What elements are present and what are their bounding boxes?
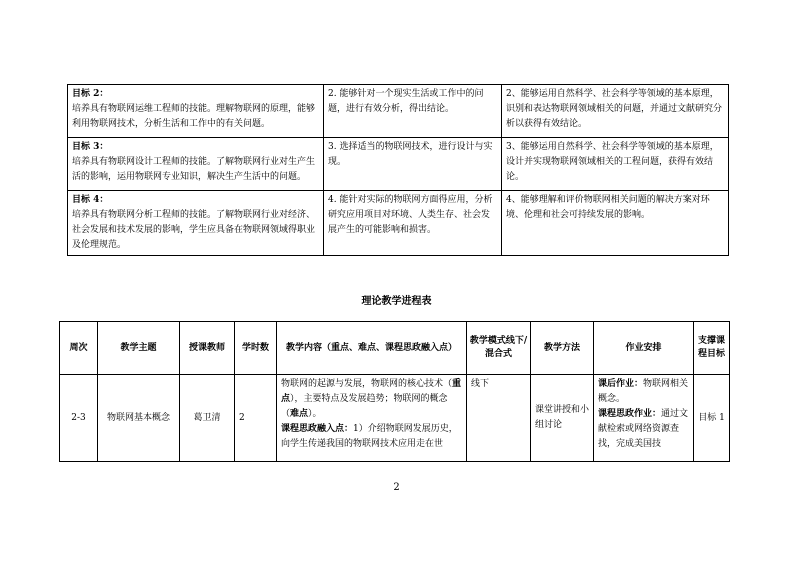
- goal-requirement: 2、能够运用自然科学、社会科学等领域的基本原理，识别和表达物联网领域相关的问题，并通过文献研究分析以获得有效结论。: [502, 85, 729, 138]
- header-topic: 教学主题: [98, 322, 180, 375]
- cell-homework: [594, 375, 694, 462]
- header-mode: 教学模式线下/混合式: [467, 322, 531, 375]
- header-week: 周次: [60, 322, 98, 375]
- goal-ability: 2. 能够针对一个现实生活或工作中的问题，进行有效分析，得出结论。: [324, 85, 502, 138]
- goal-title: 目标 2：: [72, 89, 109, 99]
- header-content: 教学内容（重点、难点、课程思政融入点）: [277, 322, 467, 375]
- cell-teacher: 葛卫清: [180, 375, 235, 462]
- table-row: [60, 375, 730, 462]
- cell-goal: 目标 1: [694, 375, 730, 462]
- goal-desc-cell: [68, 138, 324, 191]
- homework-text: 物联网相关概念。: [598, 379, 689, 404]
- schedule-table: [59, 321, 730, 462]
- content-text: ），主要特点及发展趋势；物联网的概念（: [281, 394, 448, 419]
- content-ideology-label: 课程思政融入点：: [281, 424, 354, 434]
- homework-label: 课后作业：: [598, 379, 644, 389]
- section-title: 理论教学进程表: [361, 296, 432, 307]
- goal-row: [68, 138, 729, 191]
- schedule-header-row: [60, 322, 730, 375]
- cell-topic: 物联网基本概念: [98, 375, 180, 462]
- goals-table: [67, 84, 729, 256]
- header-goal: 支撑课程目标: [694, 322, 730, 375]
- goal-title: 目标 3：: [72, 142, 109, 152]
- cell-week: 2-3: [60, 375, 98, 462]
- goal-requirement: 3、能够运用自然科学、社会科学等领域的基本原理，设计并实现物联网领域相关的工程问题，获得有效结论。: [502, 138, 729, 191]
- cell-content: [277, 375, 467, 462]
- goal-desc-cell: [68, 191, 324, 256]
- content-key-point: 重点: [281, 379, 462, 404]
- goal-row: [68, 85, 729, 138]
- goal-desc: 培养具有物联网分析工程师的技能。了解物联网行业对经济、社会发展和技术发展的影响，学生应具备在物联网领域得职业及伦理规范。: [72, 210, 316, 250]
- page-number: 2: [393, 482, 400, 493]
- homework-label: 课程思政作业：: [598, 409, 662, 419]
- goal-desc: 培养具有物联网设计工程师的技能。了解物联网行业对生产生活的影响，运用物联网专业知识，解决生产生活中的问题。: [72, 157, 316, 182]
- goal-row: [68, 191, 729, 256]
- header-homework: 作业安排: [594, 322, 694, 375]
- goal-requirement: 4、能够理解和评价物联网相关问题的解决方案对环境、伦理和社会可持续发展的影响。: [502, 191, 729, 256]
- goal-title: 目标 4：: [72, 195, 109, 205]
- goal-ability: 4. 能针对实际的物联网方面得应用，分析研究应用项目对环境、人类生存、社会发展产生的可能影响和损害。: [324, 191, 502, 256]
- header-hours: 学时数: [235, 322, 277, 375]
- content-difficulty: 难点: [290, 409, 309, 419]
- cell-mode: 线下: [467, 375, 531, 462]
- content-text: 1）介绍物联网发展历史，向学生传递我国的物联网技术应用走在世: [281, 424, 458, 449]
- cell-method: 课堂讲授和小组讨论: [531, 375, 594, 462]
- content-text: ）。: [308, 409, 322, 419]
- goal-desc-cell: [68, 85, 324, 138]
- header-method: 教学方法: [531, 322, 594, 375]
- homework-text: 通过文献检索或网络资源查找，完成美国技: [598, 409, 689, 449]
- header-teacher: 授课教师: [180, 322, 235, 375]
- cell-hours: 2: [235, 375, 277, 462]
- goal-ability: 3. 选择适当的物联网技术，进行设计与实现。: [324, 138, 502, 191]
- content-text: 物联网的起源与发展，物联网的核心技术（: [281, 379, 453, 389]
- goal-desc: 培养具有物联网运维工程师的技能。理解物联网的原理，能够利用物联网技术，分析生活和工作中的有关问题。: [72, 104, 316, 129]
